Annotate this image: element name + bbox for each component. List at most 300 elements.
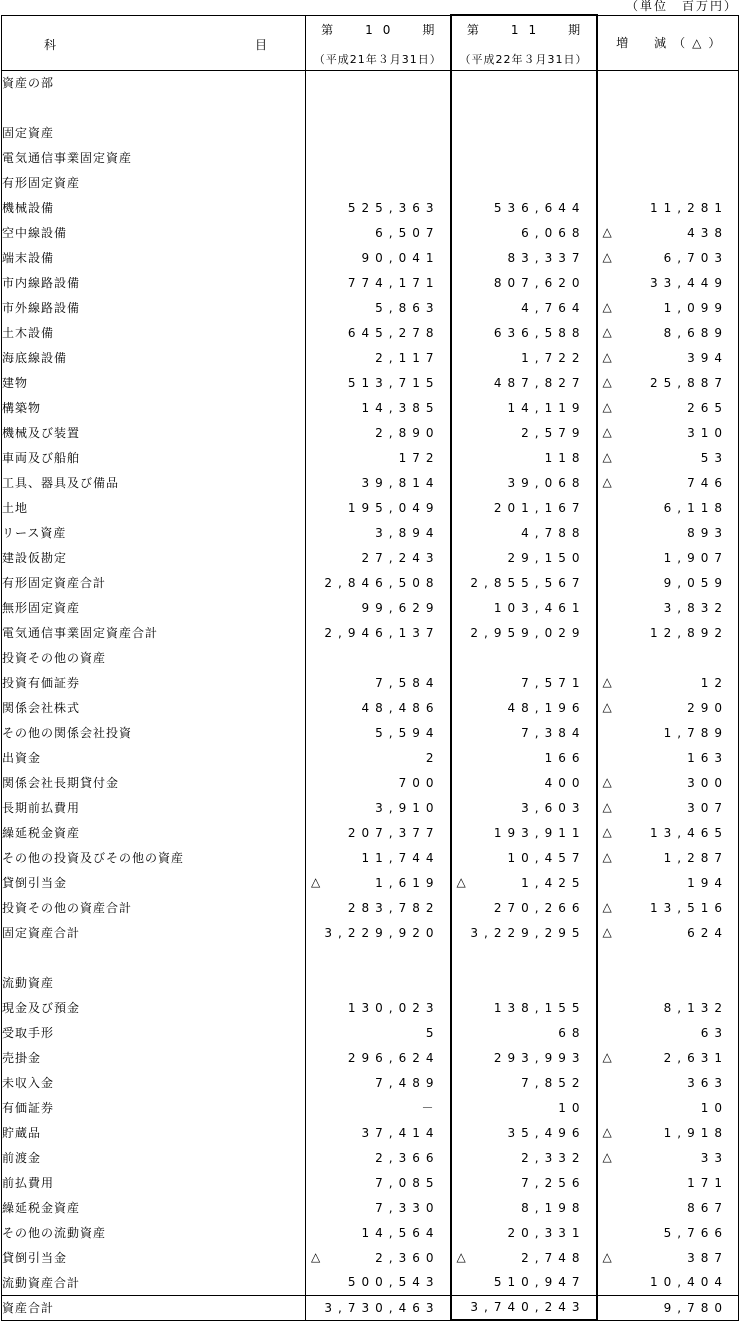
period10-value-cell [306,720,451,745]
diff-value-cell [597,220,739,245]
diff-value-cell [597,720,739,745]
period11-value-cell [451,770,597,795]
period11-value: 2,748 [521,1250,586,1265]
row-label: 流動資産 [2,970,306,995]
row-label: 流動資産合計 [2,1270,306,1295]
table-row [2,345,739,370]
table-row [2,820,739,845]
table-row [2,1270,739,1295]
diff-value: 53 [700,450,728,465]
period10-value-cell [306,1195,451,1220]
table-row [2,520,739,545]
period11-value-cell [451,970,597,995]
period11-value-cell [451,670,597,695]
negative-triangle: △ [602,225,612,239]
period10-value-cell [306,895,451,920]
diff-value-cell [597,470,739,495]
period11-value: 118 [544,450,586,465]
row-label: 端末設備 [2,245,306,270]
table-row [2,1170,739,1195]
period11-value: 1,425 [521,875,586,890]
diff-value-cell [597,170,739,195]
period11-value: 510,947 [493,1275,586,1290]
row-label: 長期前払費用 [2,795,306,820]
row-label: 空中線設備 [2,220,306,245]
negative-triangle: △ [602,475,612,489]
spacer-row [2,95,739,120]
period11-value: 8,198 [521,1200,586,1215]
period10-value-cell [306,570,451,595]
diff-value-cell [597,620,739,645]
period10-value-cell [306,520,451,545]
period11-value: 201,167 [493,500,586,515]
row-label: 電気通信事業固定資産合計 [2,620,306,645]
period10-value-cell [306,945,451,970]
diff-value: 171 [687,1175,728,1190]
period10-value-cell [306,820,451,845]
period10-value: 2 [425,750,440,765]
negative-triangle: △ [602,900,612,914]
row-label: 売掛金 [2,1045,306,1070]
period10-value: 645,278 [347,325,440,340]
period10-value-cell [306,195,451,220]
period10-value: 3,894 [375,525,440,540]
table-row [2,445,739,470]
period10-value-cell [306,70,451,95]
diff-value: 33,449 [650,275,728,290]
table-row [2,770,739,795]
period10-value-cell [306,1020,451,1045]
item-header-label-1: 科 [44,37,57,52]
period10-value-cell [306,620,451,645]
row-label: 関係会社長期貸付金 [2,770,306,795]
period11-value: 4,764 [521,300,586,315]
table-row [2,970,739,995]
diff-value-cell [597,1070,739,1095]
table-row [2,320,739,345]
table-row [2,720,739,745]
diff-value: 194 [687,875,728,890]
period10-value-cell [306,420,451,445]
period11-value: 270,266 [493,900,586,915]
diff-value: 438 [687,225,728,240]
diff-value: 6,118 [663,500,728,515]
diff-value-cell [597,770,739,795]
period11-value-cell [451,1145,597,1170]
table-row [2,1220,739,1245]
table-row [2,1045,739,1070]
period10-value-cell [306,270,451,295]
period11-value: 2,959,029 [470,625,586,640]
period10-value: 2,846,508 [324,575,440,590]
diff-value-cell [597,295,739,320]
row-label: 土木設備 [2,320,306,345]
table-row [2,70,739,95]
diff-value-cell [597,645,739,670]
table-row [2,120,739,145]
period10-value: 283,782 [347,900,440,915]
period10-value: 2,946,137 [324,625,440,640]
diff-value: 33 [700,1150,728,1165]
period11-value: 103,461 [493,600,586,615]
period11-value: 7,571 [521,675,586,690]
diff-value: 11,281 [650,200,728,215]
row-label: 前渡金 [2,1145,306,1170]
row-label: 土地 [2,495,306,520]
period10-value-cell [306,120,451,145]
table-row [2,695,739,720]
period11-value: 83,337 [507,250,586,265]
diff-value-cell [597,1020,739,1045]
period11-column-header [451,15,597,70]
period11-value-cell [451,420,597,445]
period10-value: 207,377 [347,825,440,840]
period11-value-cell [451,1295,597,1320]
period10-value-cell [306,1170,451,1195]
period11-value-cell [451,495,597,520]
diff-value-cell [597,595,739,620]
period10-value: 513,715 [347,375,440,390]
row-label: 受取手形 [2,1020,306,1045]
diff-value-cell [597,695,739,720]
diff-value: 394 [687,350,728,365]
period11-value-cell [451,445,597,470]
period11-value-cell [451,870,597,895]
diff-label: 増 減（△） [616,36,728,50]
table-row [2,270,739,295]
period11-value: 35,496 [507,1125,586,1140]
table-row [2,745,739,770]
period10-value-cell [306,395,451,420]
negative-triangle: △ [602,775,612,789]
row-label: その他の関係会社投資 [2,720,306,745]
item-header-label-2: 目 [254,37,267,52]
diff-value: 893 [687,525,728,540]
diff-value-cell [597,270,739,295]
period10-value-cell [306,970,451,995]
period11-value: 3,740,243 [470,1300,586,1315]
row-label: 構築物 [2,395,306,420]
negative-triangle: △ [602,675,612,689]
period10-value-cell [306,470,451,495]
diff-value-cell [597,370,739,395]
period11-value: 4,788 [521,525,586,540]
negative-triangle: △ [602,325,612,339]
diff-value-cell [597,1170,739,1195]
period11-value-cell [451,320,597,345]
period11-value-cell [451,395,597,420]
row-label: 車両及び船舶 [2,445,306,470]
period11-value: 487,827 [493,375,586,390]
period11-value-cell [451,795,597,820]
unit-label: （単位 百万円） [625,0,738,13]
period10-value: 37,414 [361,1125,440,1140]
diff-value: 63 [700,1025,728,1040]
period11-value-cell [451,695,597,720]
table-row [2,895,739,920]
period11-value: 6,068 [521,225,586,240]
period11-value-cell [451,595,597,620]
row-label: 有形固定資産合計 [2,570,306,595]
table-row [2,795,739,820]
row-label: 機械設備 [2,195,306,220]
diff-value-cell [597,970,739,995]
row-label: 関係会社株式 [2,695,306,720]
row-label: 投資その他の資産 [2,645,306,670]
diff-value: 13,465 [650,825,728,840]
period11-value: 193,911 [493,825,586,840]
period10-value-cell [306,1220,451,1245]
diff-value-cell [597,820,739,845]
period10-value: 1,619 [375,875,440,890]
diff-value: 8,132 [663,1000,728,1015]
diff-value: 310 [687,425,728,440]
period10-value-cell [306,445,451,470]
table-row [2,470,739,495]
row-label: 貸倒引当金 [2,1245,306,1270]
row-label: 投資有価証券 [2,670,306,695]
diff-value-cell [597,95,739,120]
negative-triangle: △ [602,425,612,439]
period11-label: 第 11 期 [466,22,591,37]
period10-value-cell [306,920,451,945]
period10-value-cell [306,295,451,320]
table-row [2,170,739,195]
period10-value-cell [306,1045,451,1070]
diff-value: 2,631 [663,1050,728,1065]
diff-value: 10 [700,1100,728,1115]
period11-value: 10,457 [507,850,586,865]
period10-value: 6,507 [375,225,440,240]
period11-value-cell [451,120,597,145]
table-row [2,220,739,245]
period10-value-cell [306,370,451,395]
diff-value: 387 [687,1250,728,1265]
period11-value-cell [451,295,597,320]
period11-value: 7,256 [521,1175,586,1190]
period10-value-cell [306,995,451,1020]
diff-value-cell [597,495,739,520]
period11-value-cell [451,845,597,870]
period10-value: 7,584 [375,675,440,690]
diff-value-cell [597,195,739,220]
period11-value: 400 [544,775,586,790]
period10-value: 99,629 [361,600,440,615]
row-label [2,95,306,120]
table-row [2,1070,739,1095]
table-row [2,1120,739,1145]
period10-value: 3,910 [375,800,440,815]
row-label: 建設仮勘定 [2,545,306,570]
row-label: 貸倒引当金 [2,870,306,895]
diff-value-cell [597,520,739,545]
period11-value: 10 [558,1100,586,1115]
negative-triangle: △ [602,450,612,464]
row-label: 市外線路設備 [2,295,306,320]
diff-value: 25,887 [650,375,728,390]
row-label: 市内線路設備 [2,270,306,295]
period11-value-cell [451,745,597,770]
table-row [2,1195,739,1220]
period10-value-cell [306,1245,451,1270]
period11-value-cell [451,895,597,920]
period10-value: 7,489 [375,1075,440,1090]
period11-value-cell [451,270,597,295]
period10-value: 5 [425,1025,440,1040]
period11-value: 138,155 [493,1000,586,1015]
period11-value-cell [451,920,597,945]
table-row [2,995,739,1020]
period11-value-cell [451,195,597,220]
period10-value: 11,744 [361,850,440,865]
row-label: その他の投資及びその他の資産 [2,845,306,870]
period11-value-cell [451,170,597,195]
row-label: 電気通信事業固定資産 [2,145,306,170]
period10-value: 3,229,920 [324,925,440,940]
period11-value: 68 [558,1025,586,1040]
period11-value-cell [451,645,597,670]
negative-triangle: △ [602,825,612,839]
table-row [2,420,739,445]
total-row [2,1295,739,1320]
diff-value-cell [597,1120,739,1145]
period11-value-cell [451,820,597,845]
row-label: 海底線設備 [2,345,306,370]
row-label: 出資金 [2,745,306,770]
negative-triangle: △ [602,850,612,864]
period10-value-cell [306,870,451,895]
period10-value: 14,564 [361,1225,440,1240]
period10-value-cell [306,770,451,795]
row-label: 投資その他の資産合計 [2,895,306,920]
table-row [2,295,739,320]
row-label: 繰延税金資産 [2,1195,306,1220]
diff-value-cell [597,395,739,420]
negative-triangle: △ [456,1250,466,1264]
diff-value-cell [597,795,739,820]
diff-value: 13,516 [650,900,728,915]
diff-value: 3,832 [663,600,728,615]
diff-value-cell [597,345,739,370]
table-row [2,595,739,620]
period10-value-cell [306,1145,451,1170]
table-row [2,845,739,870]
diff-value: 6,703 [663,250,728,265]
diff-value: 867 [687,1200,728,1215]
negative-triangle: △ [602,1250,612,1264]
diff-value: 1,099 [663,300,728,315]
negative-triangle: △ [602,375,612,389]
row-label: リース資産 [2,520,306,545]
period11-date: （平成22年３月31日） [459,52,588,66]
period10-column-header [306,15,451,70]
diff-value-cell [597,320,739,345]
table-row [2,645,739,670]
negative-triangle: △ [602,250,612,264]
period10-value-cell [306,595,451,620]
diff-value: 265 [687,400,728,415]
period11-value-cell [451,1070,597,1095]
period10-value: 3,730,463 [324,1300,440,1315]
period10-value: 2,117 [375,350,440,365]
diff-value-cell [597,1195,739,1220]
row-label: 貯蔵品 [2,1120,306,1145]
row-label: 工具、器具及び備品 [2,470,306,495]
period11-value: 166 [544,750,586,765]
table-row [2,920,739,945]
diff-value: 746 [687,475,728,490]
period10-value: 296,624 [347,1050,440,1065]
row-label: その他の流動資産 [2,1220,306,1245]
period10-value: 500,543 [347,1275,440,1290]
diff-value: 5,766 [663,1225,728,1240]
period10-value: 700 [398,775,440,790]
period10-value: 2,890 [375,425,440,440]
diff-value: 1,789 [663,725,728,740]
row-label: 未収入金 [2,1070,306,1095]
period11-value: 3,603 [521,800,586,815]
diff-value-cell [597,1095,739,1120]
row-label: 資産の部 [2,70,306,95]
table-row [2,1095,739,1120]
diff-value-cell [597,420,739,445]
diff-column-header [597,15,739,70]
period11-value-cell [451,1195,597,1220]
period11-value-cell [451,545,597,570]
period11-value: 20,331 [507,1225,586,1240]
period10-value-cell [306,1270,451,1295]
period11-value-cell [451,370,597,395]
period10-value-cell [306,745,451,770]
period11-value-cell [451,345,597,370]
period11-value: 293,993 [493,1050,586,1065]
period11-value: 2,855,567 [470,575,586,590]
row-label [2,945,306,970]
period10-value: 172 [398,450,440,465]
diff-value-cell [597,1045,739,1070]
period11-value-cell [451,145,597,170]
period10-value: 90,041 [361,250,440,265]
diff-value-cell [597,1270,739,1295]
period10-value: － [421,1101,440,1115]
period10-date: （平成21年３月31日） [313,52,442,66]
period10-value-cell [306,1295,451,1320]
period11-value: 3,229,295 [470,925,586,940]
period11-value-cell [451,245,597,270]
period11-value-cell [451,945,597,970]
table-row [2,370,739,395]
period10-value-cell [306,1120,451,1145]
period10-value-cell [306,645,451,670]
period10-value-cell [306,495,451,520]
period10-value: 14,385 [361,400,440,415]
diff-value: 163 [687,750,728,765]
table-row [2,570,739,595]
period10-value-cell [306,795,451,820]
diff-value-cell [597,545,739,570]
row-label: 固定資産 [2,120,306,145]
diff-value-cell [597,445,739,470]
period11-value: 48,196 [507,700,586,715]
table-row [2,495,739,520]
negative-triangle: △ [602,350,612,364]
table-row [2,195,739,220]
period10-value: 2,360 [375,1250,440,1265]
row-label: 機械及び装置 [2,420,306,445]
table-row [2,395,739,420]
diff-value-cell [597,145,739,170]
negative-triangle: △ [602,925,612,939]
